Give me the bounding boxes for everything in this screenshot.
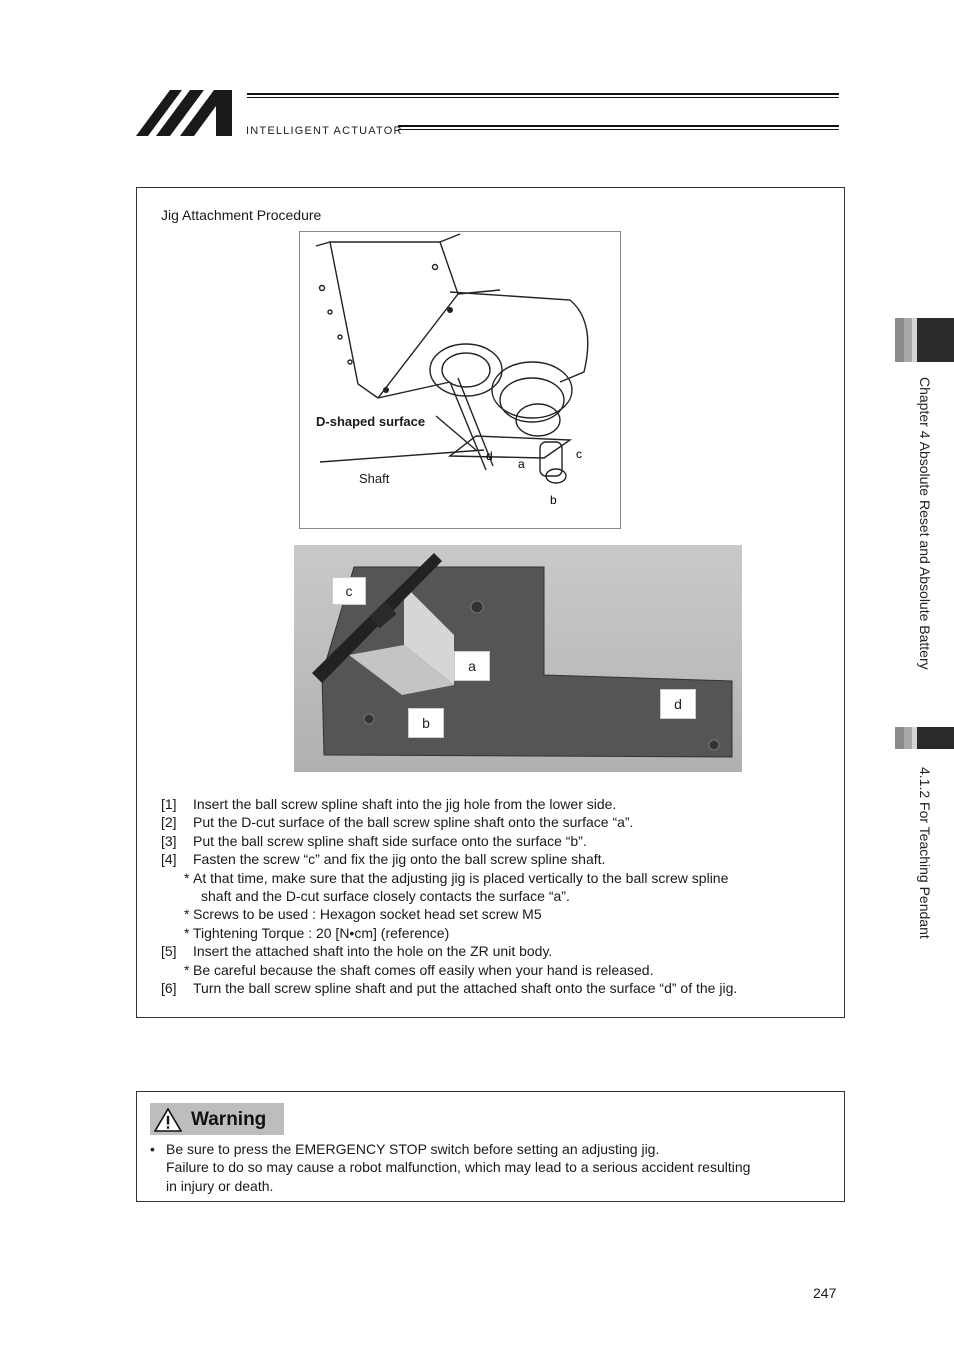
note-star: * [184,924,190,941]
list-item [161,795,841,813]
warning-line: Failure to do so may cause a robot malfunction, which may lead to a serious accident resulting [166,1159,751,1176]
chapter-label: Chapter 4 Absolute Reset and Absolute Battery [917,377,933,670]
warning-line: Be sure to press the EMERGENCY STOP switch before setting an adjusting jig. [166,1141,660,1157]
step-note [161,961,841,979]
brand-name: INTELLIGENT ACTUATOR [246,125,403,137]
list-item [161,813,841,831]
procedure-title: Jig Attachment Procedure [161,207,322,223]
d-shaped-surface-label: D-shaped surface [316,414,426,429]
header-rule [398,125,839,127]
step-text: Fasten the screw “c” and fix the jig onto the ball screw spline shaft. [193,851,606,868]
list-item [161,832,841,850]
section-label: 4.1.2 For Teaching Pendant [917,767,933,939]
warning-header [150,1103,284,1135]
step-text: Insert the ball screw spline shaft into the jig hole from the lower side. [193,796,617,812]
step-text: Insert the attached shaft into the hole on the ZR unit body. [193,943,553,960]
list-item [161,979,841,997]
header-rule [247,93,839,95]
note-star: * [184,869,190,886]
warning-triangle-icon [154,1108,182,1132]
step-number: [5] [161,943,177,960]
section-tab [895,727,954,749]
note-text: Tightening Torque : 20 [N•cm] (reference) [193,924,450,941]
warning-line: in injury or death. [166,1177,274,1194]
step-number: [4] [161,851,177,868]
diagram-letter-b: b [550,493,557,507]
warning-box [136,1091,845,1202]
warning-title: Warning [191,1109,267,1130]
diagram-letter-d: d [486,449,493,463]
photo-tag-d: d [660,689,696,719]
chapter-tab [895,318,954,362]
step-number: [2] [161,814,177,831]
bullet: • [150,1141,155,1157]
warning-text [150,1140,840,1195]
step-note [161,905,841,923]
photo-tag-b: b [408,708,444,738]
header-rule [398,129,839,130]
jig-photo [294,545,742,772]
note-star: * [184,961,190,978]
jig-diagram-drawing [300,232,620,528]
step-text: Turn the ball screw spline shaft and put the attached shaft onto the surface “d” of the jig. [193,980,738,997]
step-text: Put the D-cut surface of the ball screw spline shaft onto the surface “a”. [193,814,634,831]
photo-tag-a: a [454,651,490,681]
step-text: Put the ball screw spline shaft side surface onto the surface “b”. [193,832,587,849]
list-item [161,942,841,960]
note-text: Be careful because the shaft comes off easily when your hand is released. [193,961,654,978]
step-number: [3] [161,832,177,849]
diagram-letter-a: a [518,457,525,471]
step-note [161,869,841,906]
step-number: [1] [161,796,177,812]
note-text: shaft and the D-cut surface closely contacts the surface “a”. [201,888,570,905]
step-note [161,924,841,942]
jig-diagram [299,231,621,529]
list-item [161,850,841,868]
note-text: At that time, make sure that the adjusting jig is placed vertically to the ball screw spline [193,869,729,886]
procedure-steps [161,795,841,997]
procedure-box [136,187,845,1018]
note-text: Screws to be used : Hexagon socket head set screw M5 [193,906,542,923]
diagram-letter-c: c [576,447,582,461]
company-logo [136,90,242,136]
photo-tag-c: c [332,577,366,605]
step-number: [6] [161,980,177,997]
note-star: * [184,906,190,923]
header-rule [247,97,839,98]
shaft-label: Shaft [359,471,390,486]
page-number: 247 [813,1285,837,1301]
